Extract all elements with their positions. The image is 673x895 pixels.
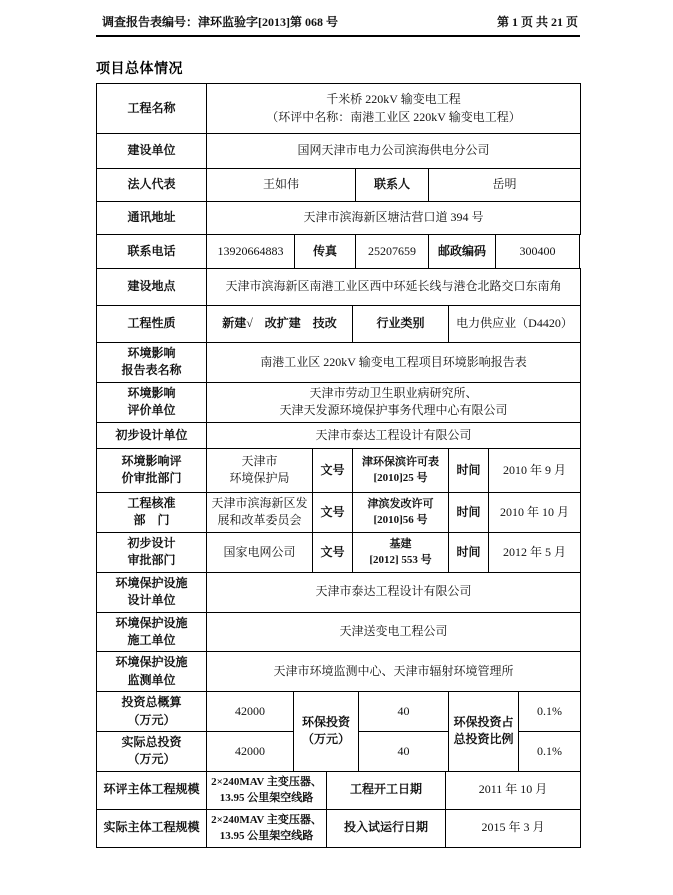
label-cell: 新建√ 改扩建 技改 [207, 306, 353, 343]
label-cell: 建设单位 [97, 134, 207, 169]
table-row [97, 492, 581, 532]
label-cell: 联系电话 [97, 235, 207, 269]
value-cell: 2011 年 10 月 [446, 771, 581, 809]
value-cell: 国家电网公司 [207, 532, 313, 572]
label-cell: 基建 [2012] 553 号 [353, 532, 449, 572]
label-cell: 时间 [449, 448, 489, 492]
label-cell: 初步设计 审批部门 [97, 532, 207, 572]
value-cell: 42000 [207, 692, 294, 732]
value-cell: 南港工业区 220kV 输变电工程项目环境影响报告表 [207, 343, 581, 383]
value-cell: 300400 [496, 235, 580, 269]
label-cell: 邮政编码 [429, 235, 496, 269]
table-band [96, 691, 581, 772]
value-cell: 岳明 [429, 169, 581, 202]
table-row [97, 343, 581, 383]
project-overview-table [96, 83, 580, 848]
label-cell: 工程名称 [97, 84, 207, 134]
label-cell: 环境保护设施 施工单位 [97, 612, 207, 652]
label-cell: 环保投资 （万元） [294, 692, 359, 772]
table-row [97, 692, 581, 732]
label-cell: 初步设计单位 [97, 422, 207, 448]
table-row [97, 134, 581, 169]
table-row [97, 235, 580, 269]
label-cell: 工程开工日期 [327, 771, 446, 809]
table-band [96, 448, 581, 573]
value-cell: 天津市滨海新区发 展和改革委员会 [207, 492, 313, 532]
label-cell: 文号 [313, 448, 353, 492]
table-row [97, 169, 581, 202]
table-row [97, 306, 581, 343]
page-header [96, 13, 580, 35]
value-cell: 电力供应业（D4420） [449, 306, 581, 343]
value-cell: 13920664883 [207, 235, 295, 269]
label-cell: 环境影响 报告表名称 [97, 343, 207, 383]
table-row [97, 771, 581, 809]
value-cell: 42000 [207, 731, 294, 771]
page-number: 第 1 页 共 21 页 [496, 15, 578, 29]
label-cell: 2×240MAV 主变压器、 13.95 公里架空线路 [207, 771, 327, 809]
label-cell: 津滨发改许可 [2010]56 号 [353, 492, 449, 532]
value-cell: 2012 年 5 月 [489, 532, 581, 572]
label-cell: 投资总概算 （万元） [97, 692, 207, 732]
label-cell: 行业类别 [353, 306, 449, 343]
value-cell: 0.1% [519, 731, 581, 771]
value-cell: 天津市泰达工程设计有限公司 [207, 422, 581, 448]
label-cell: 工程核准 部 门 [97, 492, 207, 532]
value-cell: 千米桥 220kV 输变电工程 （环评中名称：南港工业区 220kV 输变电工程） [207, 84, 581, 134]
label-cell: 联系人 [356, 169, 429, 202]
label-cell: 传真 [295, 235, 356, 269]
table-row [97, 448, 581, 492]
value-cell: 2010 年 10 月 [489, 492, 581, 532]
label-cell: 环境保护设施 设计单位 [97, 572, 207, 612]
label-cell: 建设地点 [97, 269, 207, 306]
label-cell: 实际总投资 （万元） [97, 731, 207, 771]
table-row [97, 809, 581, 847]
table-band [96, 234, 580, 269]
value-cell: 天津市泰达工程设计有限公司 [207, 572, 581, 612]
table-row [97, 652, 581, 692]
table-band [96, 201, 581, 235]
table-row [97, 532, 581, 572]
value-cell: 2010 年 9 月 [489, 448, 581, 492]
table-band [96, 168, 581, 202]
value-cell: 2015 年 3 月 [446, 809, 581, 847]
table-row [97, 269, 581, 306]
header-rule [96, 35, 580, 37]
label-cell: 法人代表 [97, 169, 207, 202]
table-band [96, 572, 581, 692]
label-cell: 文号 [313, 492, 353, 532]
label-cell: 时间 [449, 492, 489, 532]
label-cell: 环评主体工程规模 [97, 771, 207, 809]
label-cell: 2×240MAV 主变压器、 13.95 公里架空线路 [207, 809, 327, 847]
value-cell: 0.1% [519, 692, 581, 732]
label-cell: 通讯地址 [97, 202, 207, 235]
table-band [96, 268, 581, 306]
table-band [96, 83, 581, 169]
value-cell: 25207659 [356, 235, 429, 269]
value-cell: 天津送变电工程公司 [207, 612, 581, 652]
label-cell: 工程性质 [97, 306, 207, 343]
label-cell: 环境影响评 价审批部门 [97, 448, 207, 492]
value-cell: 天津市滨海新区塘沽营口道 394 号 [207, 202, 581, 235]
label-cell: 实际主体工程规模 [97, 809, 207, 847]
table-row [97, 382, 581, 422]
table-row [97, 422, 581, 448]
label-cell: 环保投资占 总投资比例 [449, 692, 519, 772]
report-number: 调查报告表编号：津环监验字[2013]第 068 号 [102, 15, 338, 29]
table-row [97, 202, 581, 235]
value-cell: 天津市环境监测中心、天津市辐射环境管理所 [207, 652, 581, 692]
table-row [97, 572, 581, 612]
label-cell: 环境保护设施 监测单位 [97, 652, 207, 692]
table-row [97, 612, 581, 652]
section-title: 项目总体情况 [96, 60, 183, 76]
value-cell: 王如伟 [207, 169, 356, 202]
table-band [96, 342, 581, 449]
value-cell: 40 [359, 731, 449, 771]
label-cell: 文号 [313, 532, 353, 572]
label-cell: 投入试运行日期 [327, 809, 446, 847]
value-cell: 40 [359, 692, 449, 732]
page-content [96, 13, 580, 848]
value-cell: 天津市劳动卫生职业病研究所、 天津天发源环境保护事务代理中心有限公司 [207, 382, 581, 422]
label-cell: 时间 [449, 532, 489, 572]
table-band [96, 305, 581, 343]
table-row [97, 84, 581, 134]
value-cell: 天津市滨海新区南港工业区西中环延长线与港仓北路交口东南角 [207, 269, 581, 306]
table-band [96, 771, 581, 848]
value-cell: 国网天津市电力公司滨海供电分公司 [207, 134, 581, 169]
value-cell: 天津市 环境保护局 [207, 448, 313, 492]
label-cell: 津环保滨许可表 [2010]25 号 [353, 448, 449, 492]
label-cell: 环境影响 评价单位 [97, 382, 207, 422]
